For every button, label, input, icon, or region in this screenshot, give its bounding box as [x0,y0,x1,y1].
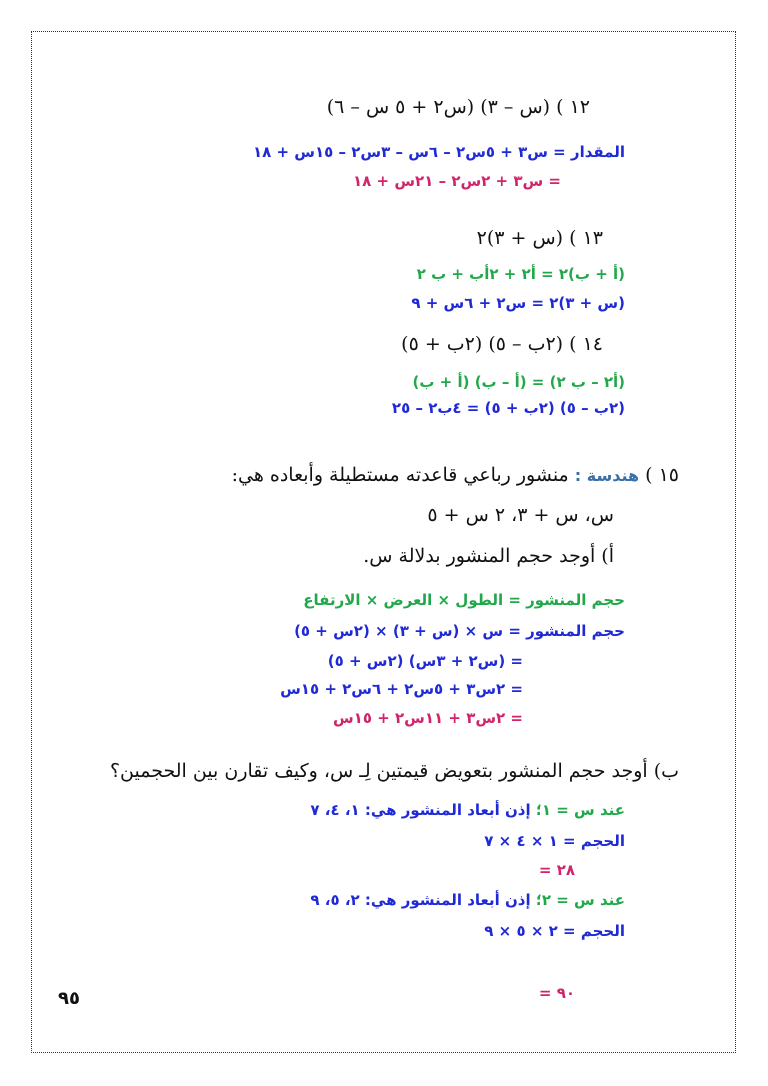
q13-line2: (س + ٣)٢ = س٢ + ٦س + ٩ [411,294,625,312]
q14-line2: (٢ب – ٥) (٢ب + ٥) = ٤ب٢ – ٢٥ [391,399,625,417]
page-number: ٩٥ [58,988,80,1009]
q13-line1: (أ + ب)٢ = أ٢ + ٢أب + ب ٢ [416,265,625,283]
q15-b2 [484,832,625,850]
q13-prompt: ١٣ ) (س + ٣)٢ [476,227,603,249]
b2-text: = ١ × ٤ × ٧ [484,832,576,850]
b5-text: = ٢ × ٥ × ٩ [484,922,576,940]
q15-b3: = ٢٨ [538,861,575,879]
q15-part-a: أ) أوجد حجم المنشور بدلالة س. [363,545,614,567]
q15-a3: = (س٢ + ٣س) (٢س + ٥) [327,652,523,670]
q15-b1 [310,801,625,819]
q15-header [232,464,679,487]
b1-label: عند س = ١؛ [535,801,625,819]
q15-a2: حجم المنشور = س × (س + ٣) × (٢س + ٥) [294,622,625,640]
b1-text: إذن أبعاد المنشور هي: ١، ٤، ٧ [310,801,531,819]
q15-label: هندسة : [574,466,640,485]
q15-number: ١٥ ) [645,464,679,486]
b4-text: إذن أبعاد المنشور هي: ٢، ٥، ٩ [310,891,531,909]
q15-dims: س، س + ٣، ٢ س + ٥ [427,504,614,526]
q15-b5 [484,922,625,940]
q15-part-b: ب) أوجد حجم المنشور بتعويض قيمتين لِـ س، وكيف تقارن بين الحجمين؟ [109,760,679,782]
b5-label: الحجم [580,922,625,940]
q12-prompt: ١٢ ) (س – ٣) (س٢ + ٥ س – ٦) [326,96,590,118]
q14-prompt: ١٤ ) (٢ب – ٥) (٢ب + ٥) [401,333,603,355]
b2-label: الحجم [580,832,625,850]
q15-a1: حجم المنشور = الطول × العرض × الارتفاع [303,591,625,609]
q15-a4: = ٢س٣ + ٥س٢ + ٦س٢ + ١٥س [280,680,523,698]
q15-b4 [310,891,625,909]
q15-a5: = ٢س٣ + ١١س٢ + ١٥س [332,709,523,727]
q15-b6: = ٩٠ [538,984,575,1002]
q12-line1: المقدار = س٣ + ٥س٢ – ٦س – ٣س٢ – ١٥س + ١٨ [252,143,625,161]
q15-text: منشور رباعي قاعدته مستطيلة وأبعاده هي: [231,464,569,486]
q14-line1: (أ٢ – ب ٢) = (أ – ب) (أ + ب) [412,373,625,391]
b4-label: عند س = ٢؛ [535,891,625,909]
q12-line2: = س٣ + ٢س٢ – ٢١س + ١٨ [353,172,561,190]
